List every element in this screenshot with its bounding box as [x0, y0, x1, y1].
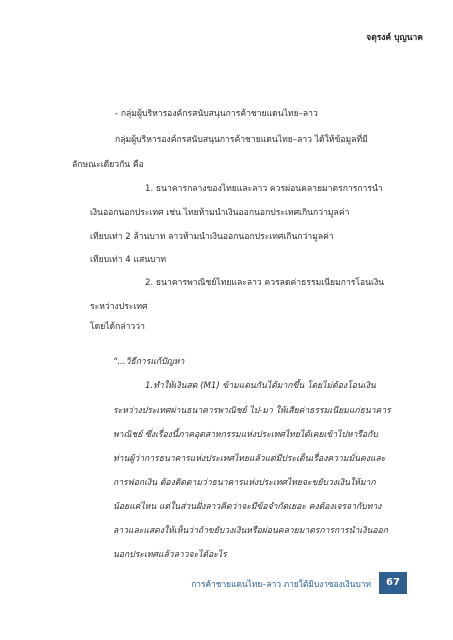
quote-line: “...วิธีการแก้ปัญหา: [113, 357, 185, 367]
body-line: เงินออกนอกประเทศ เช่น ไทยห้ามนำเงินออกนอกประเทศเกินกว่ามูลค่า: [90, 208, 350, 218]
body-line: ลักษณะเดียวกัน คือ: [72, 160, 144, 170]
body-line: 2. ธนาคารพาณิชย์ไทยและลาว ควรลดค่าธรรมเนียมการโอนเงิน: [145, 278, 385, 288]
quote-line: น้อยแค่ไหน แต่ในส่วนฝั่งลาวคิดว่าจะมีข้อจำกัดเยอะ คงต้องเจรจากับทาง: [113, 502, 382, 512]
quote-line: ท่านผู้ว่าการธนาคารแห่งประเทศไทยแล้วแต่มีประเด็นเรื่องความมั่นคงและ: [113, 454, 386, 464]
running-header-author: จตุรงค์ บุญนาค: [366, 33, 423, 43]
body-line: ระหว่างประเทศ: [90, 302, 148, 312]
page-footer: [0, 572, 453, 594]
quote-line: ระหว่างประเทศผ่านธนาคารพาณิชย์ ไป-มา ให้เสียค่าธรรมเนียมแก่ธนาคาร: [113, 406, 391, 416]
quote-line: ลาวและแสดงให้เห็นว่าถ้าขยับวงเงินหรือผ่อนคลายมาตรการการนำเงินออก: [113, 526, 388, 536]
body-line: 1. ธนาคารกลางของไทยและลาว ควรผ่อนคลายมาตรการการนำ: [145, 184, 383, 194]
footer-book-title: การค้าชายแดนไทย–ลาว ภายใต้มิบงาซองเงินบาท: [191, 579, 371, 589]
page-number-badge: 67: [379, 572, 407, 594]
body-line: เทียบเท่า 4 แสนบาท: [90, 255, 167, 265]
quote-line: 1.ทำให้เงินสด (M1) ข้ามแดนกันได้มากขึ้น โดยไม่ต้องโอนเงิน: [145, 381, 376, 391]
body-line: โดยได้กล่าวว่า: [90, 322, 145, 332]
quote-line: การฟอกเงิน ต้องติดตามว่าธนาคารแห่งประเทศไทยจะขยับวงเงินให้มาก: [113, 478, 376, 488]
body-line: เทียบเท่า 2 ล้านบาท ลาวห้ามนำเงินออกนอกประเทศเกินกว่ามูลค่า: [90, 232, 334, 242]
quote-line: นอกประเทศแล้วลาวจะได้อะไร: [113, 550, 227, 560]
body-line: กลุ่มผู้บริหารองค์กรสนับสนุนการค้าชายแดนไทย–ลาว ได้ให้ข้อมูลที่มี: [115, 135, 368, 145]
body-line: - กลุ่มผู้บริหารองค์กรสนับสนุนการค้าชายแดนไทย–ลาว: [115, 109, 318, 119]
quote-line: พาณิชย์ ซึ่งเรื่องนี้ภาคอุตสาหกรรมแห่งประเทศไทยได้เคยเข้าไปหารือกับ: [113, 430, 378, 440]
